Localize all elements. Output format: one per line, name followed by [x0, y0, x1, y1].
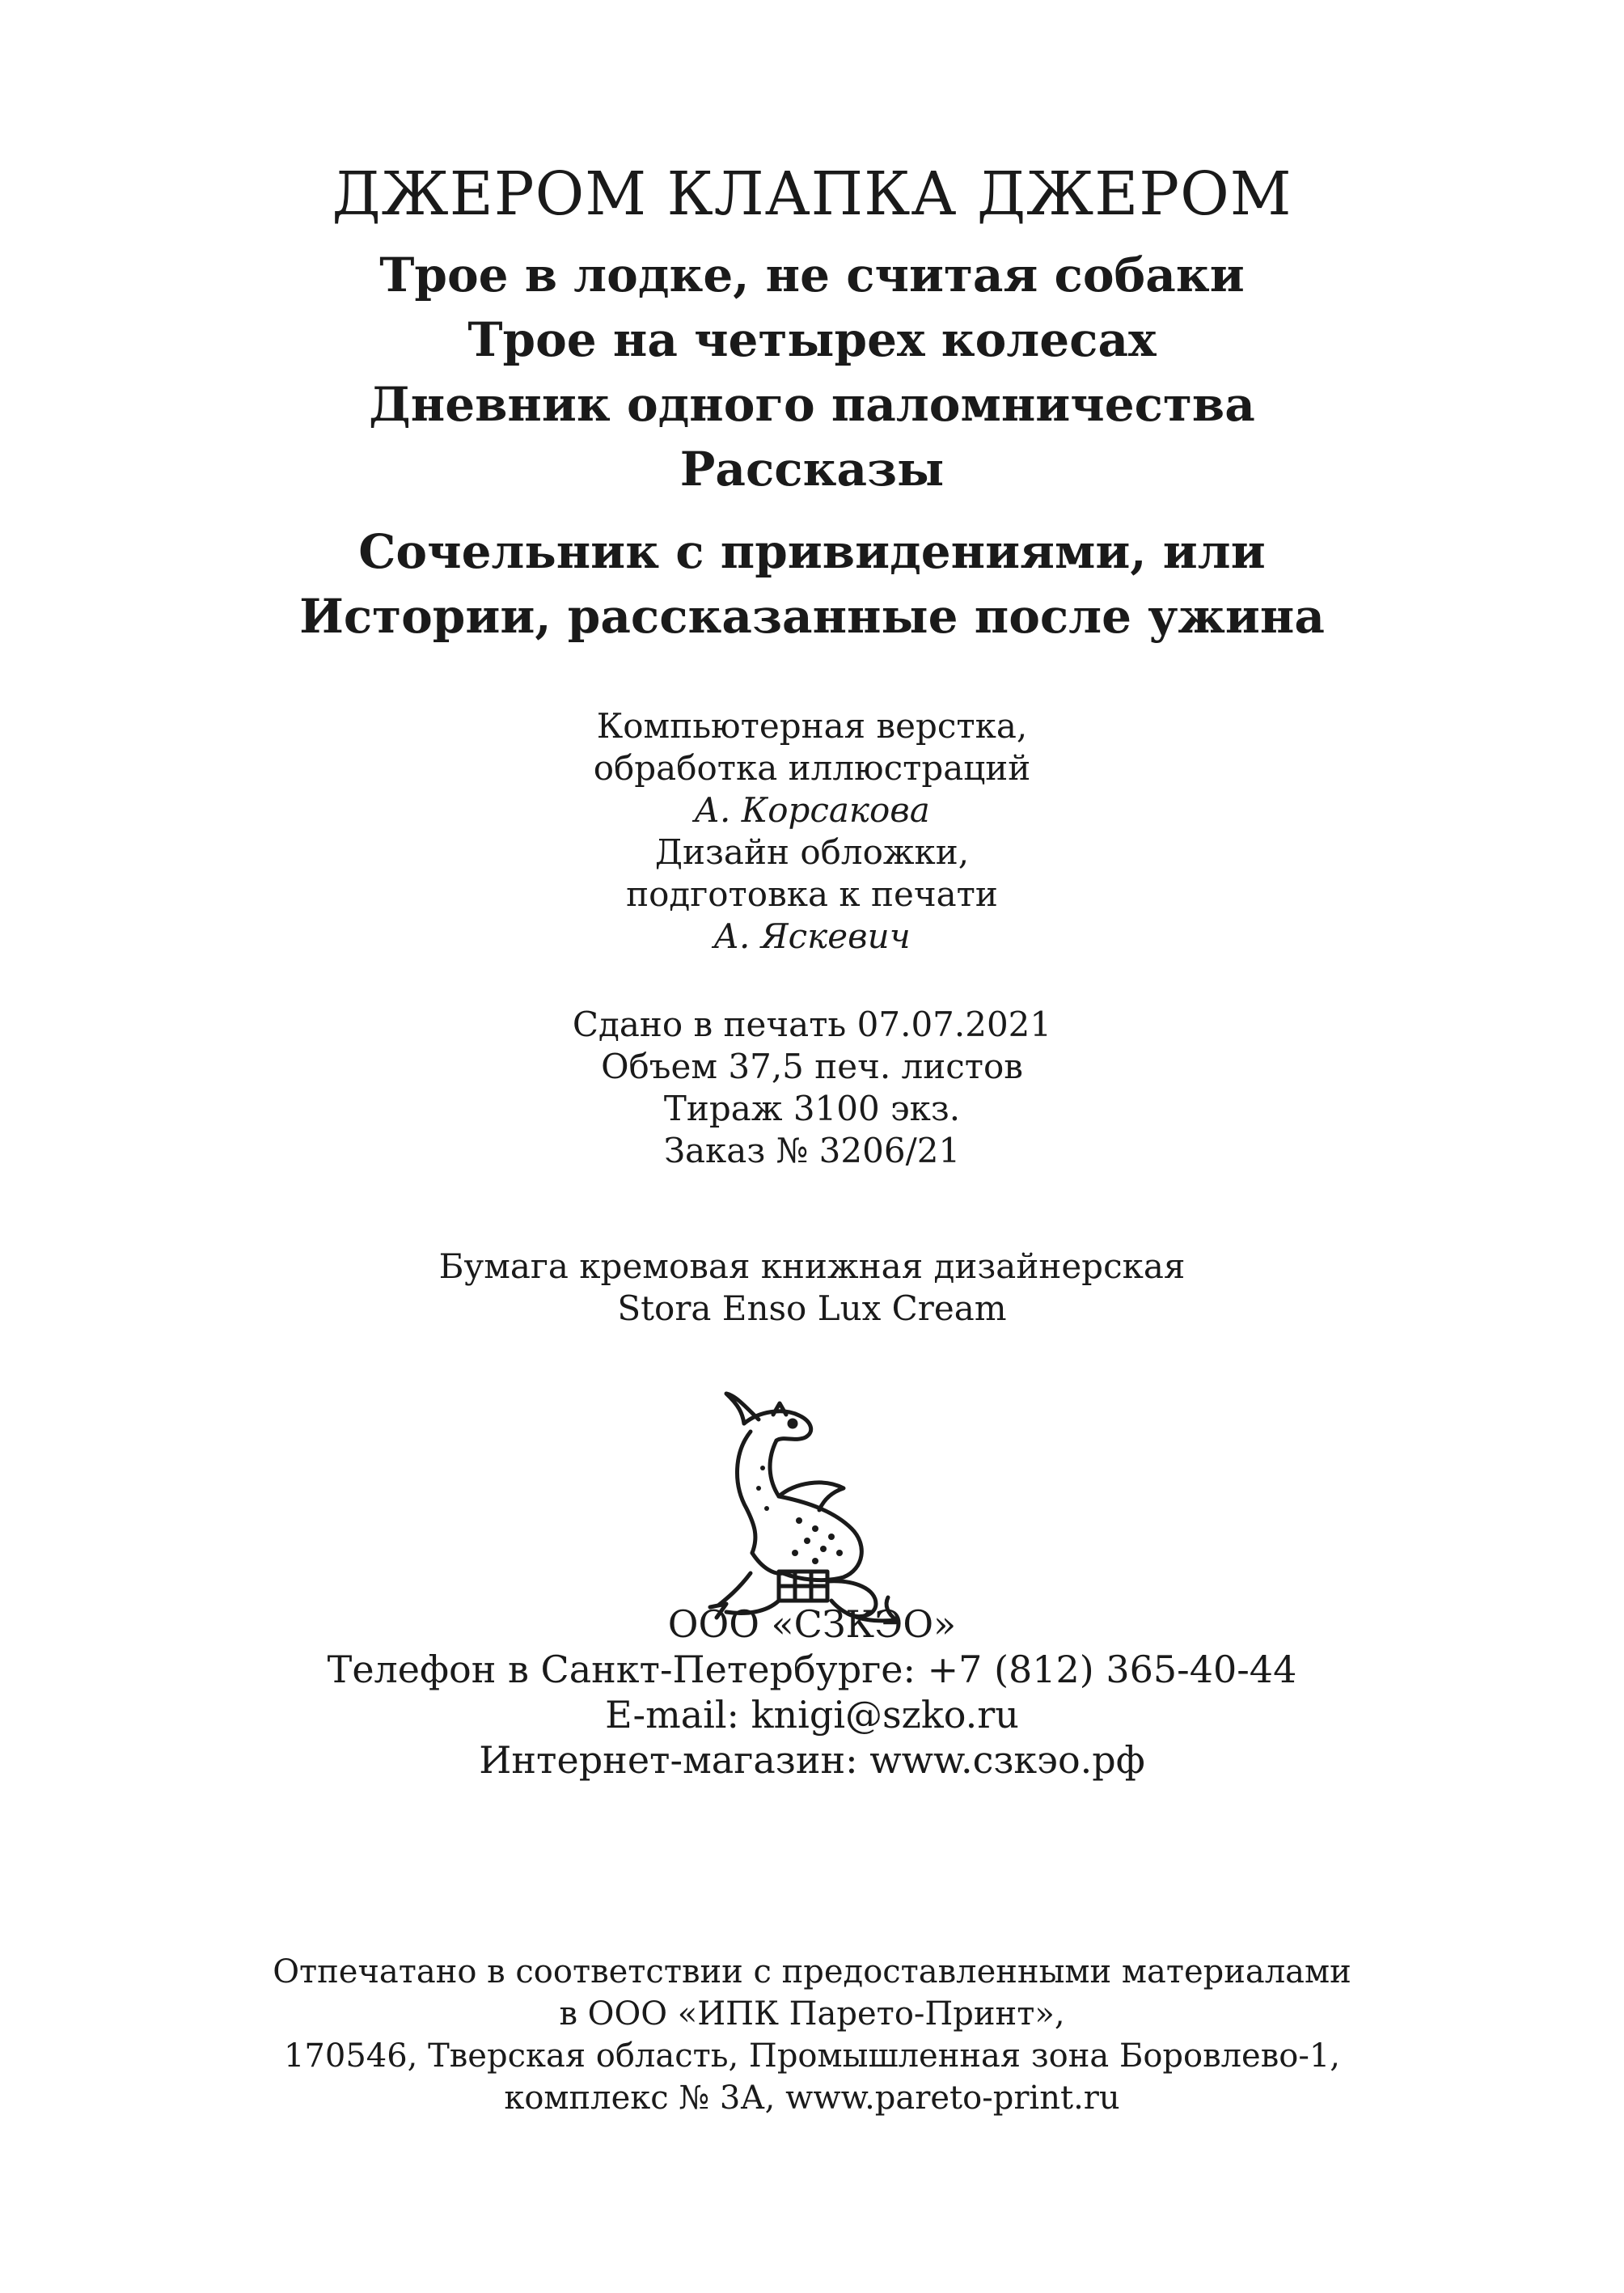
title-line: Сочельник с привидениями, или [358, 524, 1266, 579]
credit-role: подготовка к печати [626, 874, 998, 914]
credit-role: Компьютерная верстка, [596, 706, 1028, 746]
publisher-email: E-mail: knigi@szko.ru [605, 1693, 1019, 1737]
dragon-emblem-icon [702, 1387, 920, 1630]
print-volume: Объем 37,5 печ. листов [601, 1047, 1023, 1086]
publisher-shop: Интернет-магазин: www.сзкэо.рф [479, 1738, 1145, 1782]
author-name: ДЖЕРОМ КЛАПКА ДЖЕРОМ [332, 159, 1292, 229]
printer-info [0, 1951, 1624, 2119]
print-run: Тираж 3100 экз. [663, 1089, 961, 1128]
publisher-name: ООО «СЗКЭО» [667, 1602, 957, 1646]
credits-block [0, 705, 1624, 958]
credit-person: А. Яскевич [713, 916, 911, 956]
title-line: Дневник одного паломничества [369, 377, 1255, 432]
credit-person: А. Корсакова [694, 790, 930, 830]
book-titles [0, 243, 1624, 649]
paper-type: Бумага кремовая книжная дизайнерская [438, 1246, 1186, 1286]
printer-line: комплекс № 3А, www.pareto-print.ru [504, 2079, 1120, 2117]
publisher-phone: Телефон в Санкт-Петербурге: +7 (812) 365-40-44 [327, 1648, 1297, 1691]
publisher-contacts [0, 1601, 1624, 1783]
title-line: Трое в лодке, не считая собаки [379, 247, 1245, 302]
title-line: Истории, рассказанные после ужина [299, 589, 1325, 644]
credit-role: обработка иллюстраций [593, 748, 1031, 788]
printer-line: Отпечатано в соответствии с предоставленными материалами [273, 1953, 1351, 1991]
title-line: Трое на четырех колесах [467, 312, 1157, 367]
title-line: Рассказы [679, 442, 945, 497]
print-info-block [0, 1004, 1624, 1172]
paper-brand: Stora Enso Lux Cream [617, 1288, 1007, 1328]
printer-line: в ООО «ИПК Парето-Принт», [559, 1995, 1065, 2033]
paper-info-block [0, 1246, 1624, 1330]
printer-line: 170546, Тверская область, Промышленная зона Боровлево-1, [283, 2037, 1341, 2075]
print-order: Заказ № 3206/21 [663, 1131, 961, 1170]
credit-role: Дизайн обложки, [654, 832, 970, 872]
print-date: Сдано в печать 07.07.2021 [572, 1005, 1052, 1044]
